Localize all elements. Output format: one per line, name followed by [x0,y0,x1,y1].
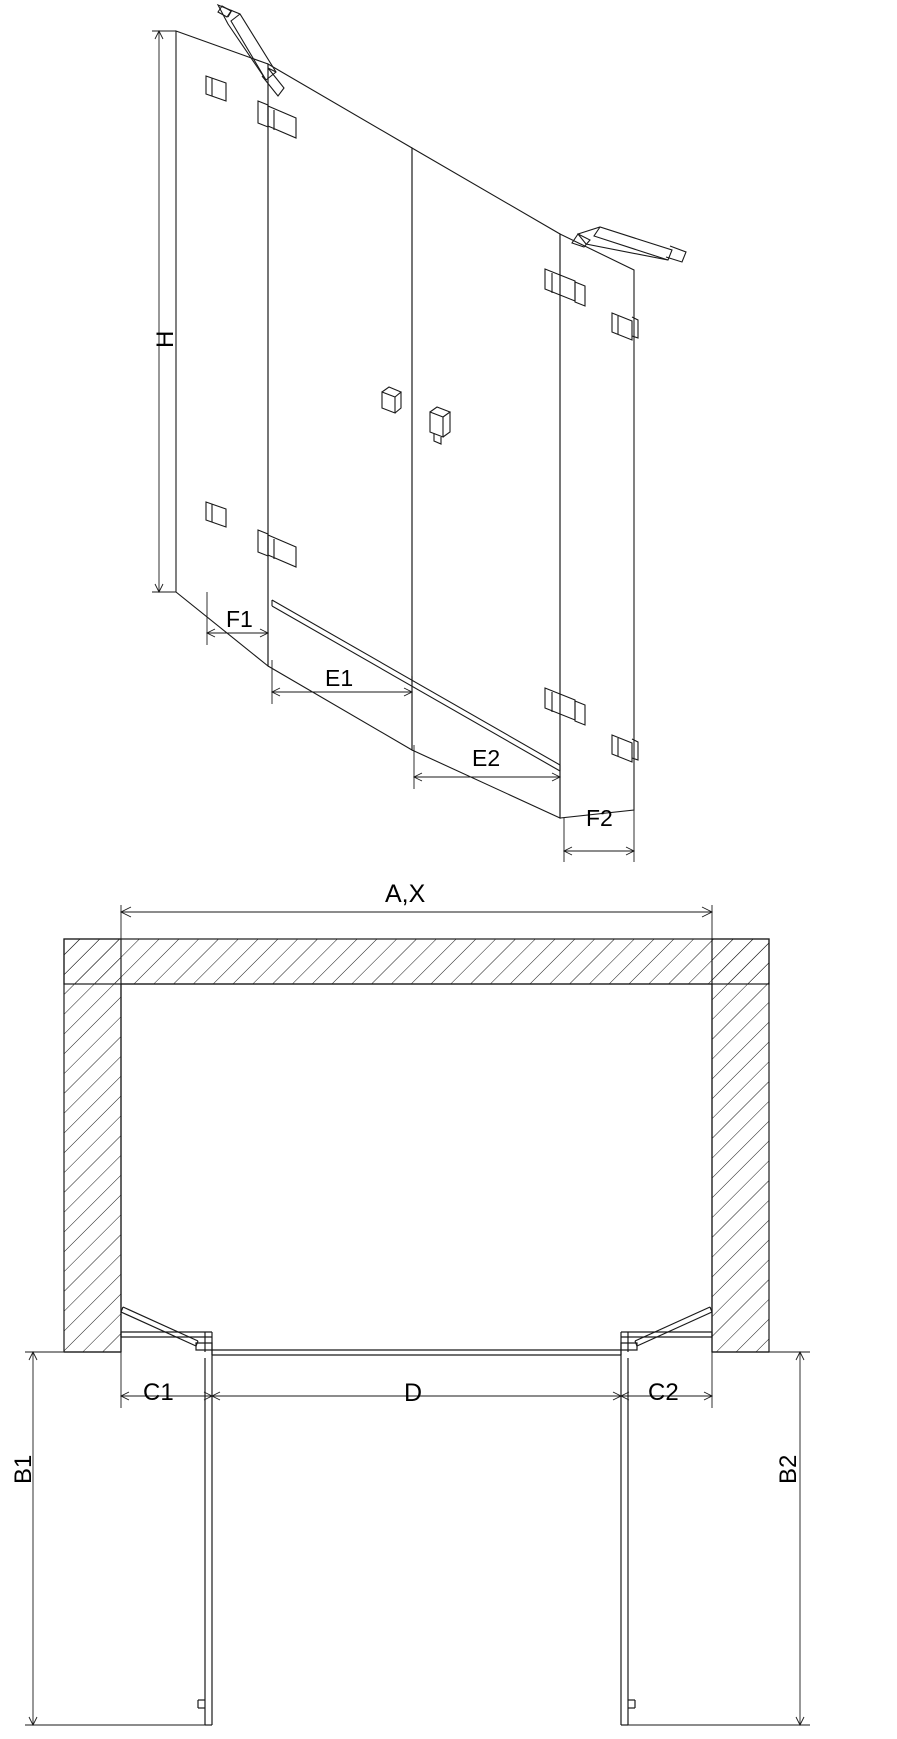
hinge-door-left-bottom [258,530,296,567]
plan-view [0,880,897,1739]
right-door-leaf [412,148,560,818]
wall-top [64,939,769,984]
wall-right [712,939,769,1352]
dimension-B2 [628,1352,810,1725]
left-door-leaf [268,64,412,750]
right-assembly [621,1307,712,1358]
hinge-door-left-top [258,101,296,138]
label-H: H [152,329,179,348]
bottom-rail-upper [272,600,560,765]
label-D: D [404,1379,423,1407]
label-E1: E1 [325,665,354,691]
dimension-B1 [25,1352,205,1725]
label-B1: B1 [10,1454,37,1484]
dimension-AX [121,905,712,939]
left-fixed-panel [176,31,268,666]
label-AX: A,X [385,880,426,908]
handle-left-door [382,387,401,413]
hinge-left-bottom [206,502,226,527]
label-B2: B2 [775,1454,802,1484]
label-C1: C1 [143,1379,174,1406]
right-fixed-panel [560,234,634,818]
left-stabiliser-bar [218,5,284,96]
hinge-left-top [206,76,226,101]
left-door-swing [198,1358,212,1725]
right-door-swing [621,1358,635,1725]
dimension-H [152,31,176,592]
wall-left [64,939,121,1352]
hinge-door-right-bottom [545,688,585,725]
right-stabiliser-bar [572,227,686,262]
left-assembly [121,1307,212,1358]
label-E2: E2 [472,745,501,771]
handle-right-door [430,407,450,444]
hinge-door-right-top [545,269,585,306]
label-F1: F1 [226,606,253,632]
label-C2: C2 [648,1379,679,1406]
bottom-rail-lower [272,606,560,771]
label-F2: F2 [586,805,613,831]
